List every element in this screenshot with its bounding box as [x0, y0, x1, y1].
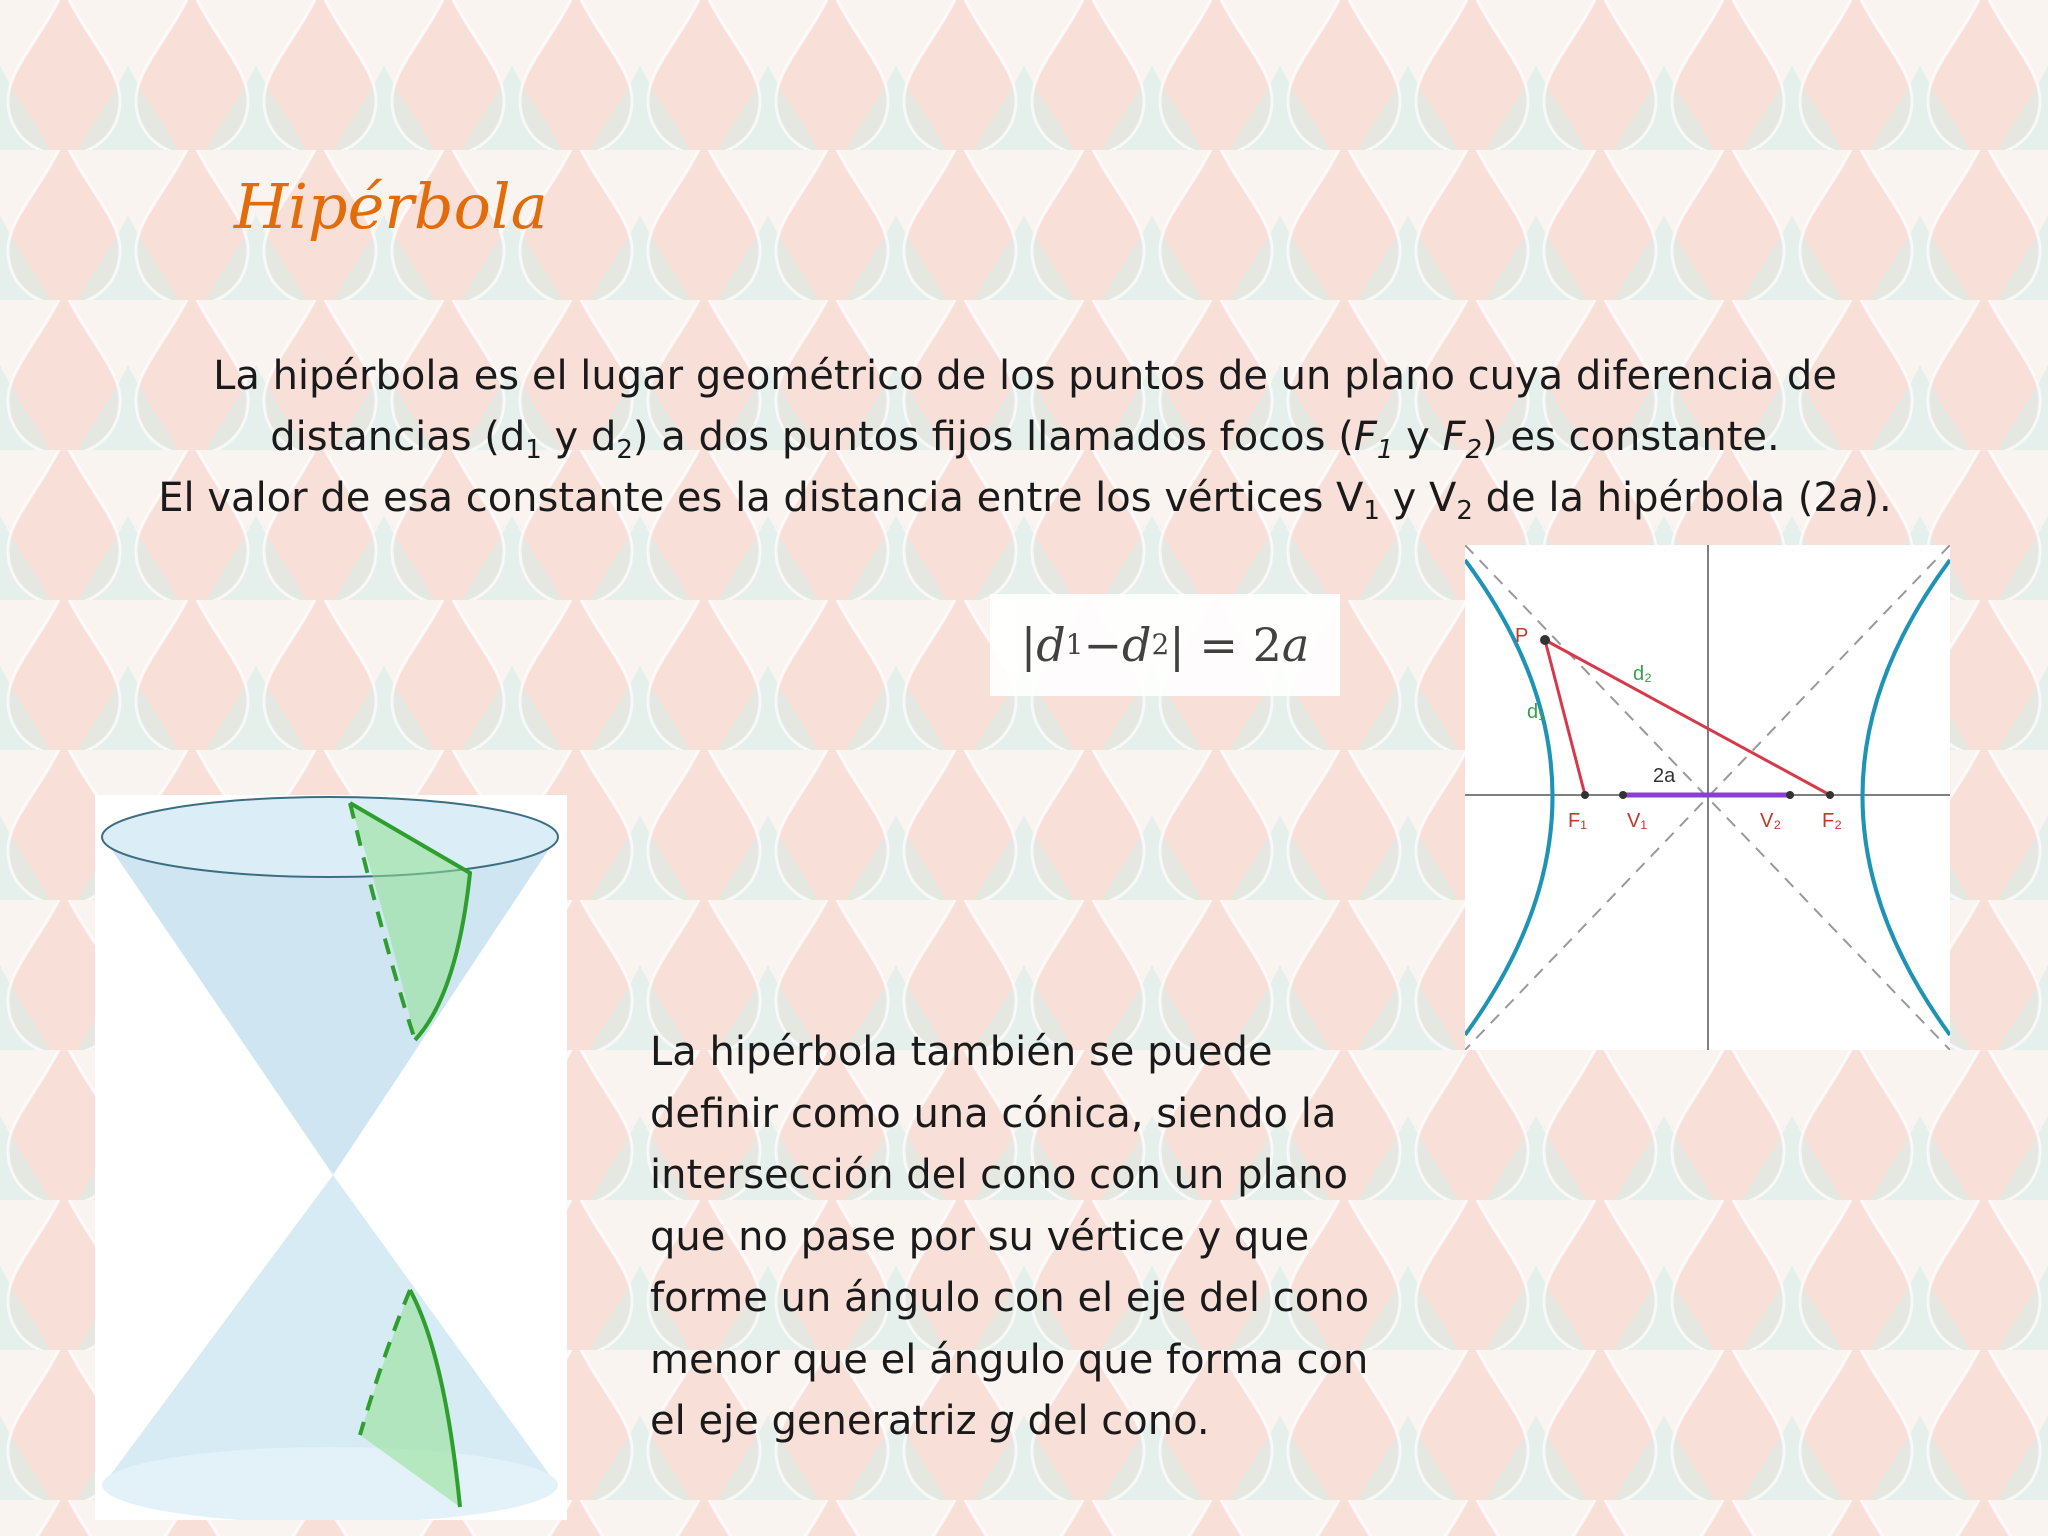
formula: | d 1 − d 2 | = 2 a	[990, 594, 1340, 696]
upper-nappe	[103, 837, 557, 1175]
point-v1	[1619, 791, 1627, 799]
cone-text-line-5: forme un ángulo con el eje del cono	[650, 1275, 1370, 1321]
point-v2	[1786, 791, 1794, 799]
cone-text-line-1: La hipérbola también se puede	[650, 1029, 1273, 1075]
label-f1: F₁	[1568, 810, 1587, 832]
label-v2: V₂	[1760, 810, 1782, 832]
definition-text	[100, 346, 1950, 529]
line-d2	[1545, 640, 1830, 795]
definition-line-1: La hipérbola es el lugar geométrico de los puntos de un plano cuya diferencia de	[213, 353, 1837, 399]
hyperbola-diagram	[1465, 545, 1950, 1050]
double-cone-diagram	[95, 795, 567, 1520]
point-f1	[1581, 791, 1589, 799]
label-f2: F₂	[1822, 810, 1842, 832]
label-d1: d₁	[1527, 701, 1545, 723]
cone-text-line-7: el eje generatriz g del cono.	[650, 1398, 1210, 1444]
label-v1: V₁	[1627, 810, 1648, 832]
cone-text-line-6: menor que el ángulo que forma con	[650, 1336, 1369, 1383]
bottom-ellipse	[102, 1447, 558, 1520]
definition-line-2: distancias ($d_1$ y $d_2$) a dos puntos fijos llamados focos ($F_1$ y $F_2$) es constante.	[270, 414, 1780, 465]
lower-nappe	[103, 1175, 557, 1485]
label-2a: 2a	[1653, 765, 1676, 787]
cone-text-line-4: que no pase por su vértice y que	[650, 1213, 1310, 1260]
cone-text-line-3: intersección del cono con un plano	[650, 1152, 1348, 1198]
top-ellipse	[102, 797, 558, 877]
label-d2: d₂	[1633, 663, 1652, 685]
definition-line-3: El valor de esa constante es la distancia entre los vértices $V_1$ y $V_2$ de la hipérbola (2a).	[158, 475, 1892, 526]
cone-text-line-2: definir como una cónica, siendo la	[650, 1090, 1337, 1137]
point-f2	[1826, 791, 1834, 799]
cone-definition-text	[650, 1022, 1430, 1453]
label-p: P	[1515, 625, 1529, 647]
point-p	[1540, 635, 1550, 645]
left-branch	[1465, 560, 1553, 1035]
right-branch	[1863, 560, 1951, 1035]
slide-title: Hipérbola	[234, 170, 548, 243]
